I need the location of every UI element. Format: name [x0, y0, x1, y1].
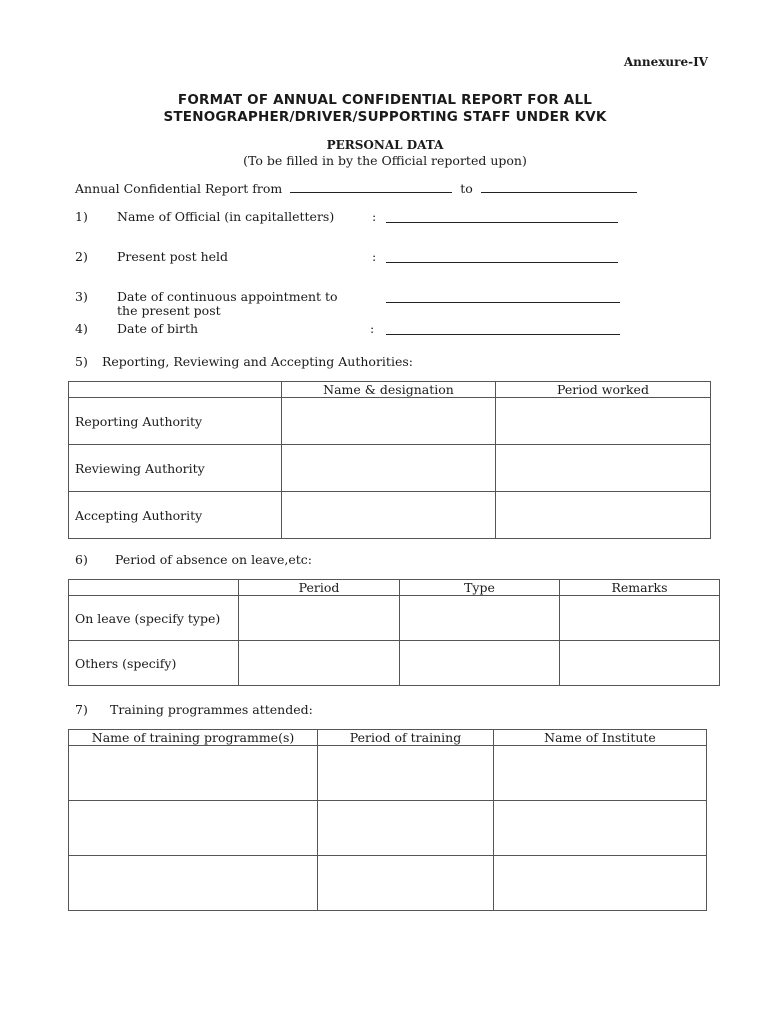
form-title-line-1: FORMAT OF ANNUAL CONFIDENTIAL REPORT FOR ALL	[177, 92, 593, 108]
training-table	[68, 729, 707, 911]
continuous-appointment-field[interactable]	[386, 292, 620, 303]
table-cell[interactable]	[496, 398, 711, 445]
column-header-period: Period	[239, 580, 400, 596]
absence-heading: Period of absence on leave,etc:	[115, 552, 312, 567]
table-cell[interactable]	[494, 856, 707, 911]
column-header-period-worked: Period worked	[496, 382, 711, 398]
item-label-date-of-birth: Date of birth	[117, 321, 199, 336]
report-from-field[interactable]	[290, 182, 452, 193]
item-colon: :	[372, 249, 377, 264]
section-number: 6)	[75, 552, 88, 567]
table-cell[interactable]	[400, 641, 560, 686]
column-header-name-designation: Name & designation	[282, 382, 496, 398]
section-number: 5)	[75, 354, 88, 369]
column-header-remarks: Remarks	[560, 580, 720, 596]
row-label-on-leave: On leave (specify type)	[69, 596, 239, 641]
column-header-training-programme: Name of training programme(s)	[69, 730, 318, 746]
item-colon: :	[370, 321, 375, 336]
table-cell[interactable]	[69, 856, 318, 911]
table-cell[interactable]	[239, 641, 400, 686]
item-label-name-of-official: Name of Official (in capitalletters)	[117, 209, 335, 224]
table-cell[interactable]	[494, 746, 707, 801]
table-cell[interactable]	[560, 641, 720, 686]
authorities-heading: Reporting, Reviewing and Accepting Authorities:	[102, 354, 413, 369]
table-cell[interactable]	[69, 801, 318, 856]
present-post-field[interactable]	[386, 252, 618, 263]
item-number: 1)	[75, 209, 88, 224]
row-label-others: Others (specify)	[69, 641, 239, 686]
column-header-name-of-institute: Name of Institute	[494, 730, 707, 746]
item-colon: :	[372, 209, 377, 224]
table-cell[interactable]	[560, 596, 720, 641]
table-cell[interactable]	[282, 445, 496, 492]
row-label-reporting-authority: Reporting Authority	[69, 398, 282, 445]
column-header-type: Type	[400, 580, 560, 596]
report-from-label: Annual Confidential Report from	[75, 181, 283, 196]
column-header-period-of-training: Period of training	[318, 730, 494, 746]
section-number: 7)	[75, 702, 88, 717]
table-cell[interactable]	[400, 596, 560, 641]
table-cell[interactable]	[282, 492, 496, 539]
table-cell[interactable]	[496, 445, 711, 492]
report-to-field[interactable]	[481, 182, 637, 193]
item-number: 3)	[75, 289, 88, 304]
authorities-table	[68, 381, 711, 539]
item-number: 2)	[75, 249, 88, 264]
form-title-line-2: STENOGRAPHER/DRIVER/SUPPORTING STAFF UNDER KVK	[163, 109, 607, 125]
name-of-official-field[interactable]	[386, 212, 618, 223]
absence-table	[68, 579, 720, 686]
table-cell[interactable]	[318, 801, 494, 856]
table-cell[interactable]	[282, 398, 496, 445]
table-cell[interactable]	[496, 492, 711, 539]
table-cell[interactable]	[69, 746, 318, 801]
table-cell[interactable]	[239, 596, 400, 641]
annexure-label: Annexure-IV	[623, 55, 708, 69]
training-heading: Training programmes attended:	[110, 702, 313, 717]
item-label-continuous-appointment-line-2: the present post	[117, 303, 221, 318]
column-header	[69, 580, 239, 596]
report-to-label: to	[460, 181, 473, 196]
date-of-birth-field[interactable]	[386, 324, 620, 335]
report-period-row	[75, 181, 637, 196]
personal-data-subheading: (To be filled in by the Official reported upon)	[243, 153, 527, 168]
table-cell[interactable]	[494, 801, 707, 856]
row-label-accepting-authority: Accepting Authority	[69, 492, 282, 539]
personal-data-heading: PERSONAL DATA	[326, 138, 444, 152]
table-cell[interactable]	[318, 746, 494, 801]
table-cell[interactable]	[318, 856, 494, 911]
row-label-reviewing-authority: Reviewing Authority	[69, 445, 282, 492]
column-header	[69, 382, 282, 398]
item-label-present-post: Present post held	[117, 249, 229, 264]
item-number: 4)	[75, 321, 88, 336]
item-label-continuous-appointment: Date of continuous appointment to	[117, 289, 338, 304]
